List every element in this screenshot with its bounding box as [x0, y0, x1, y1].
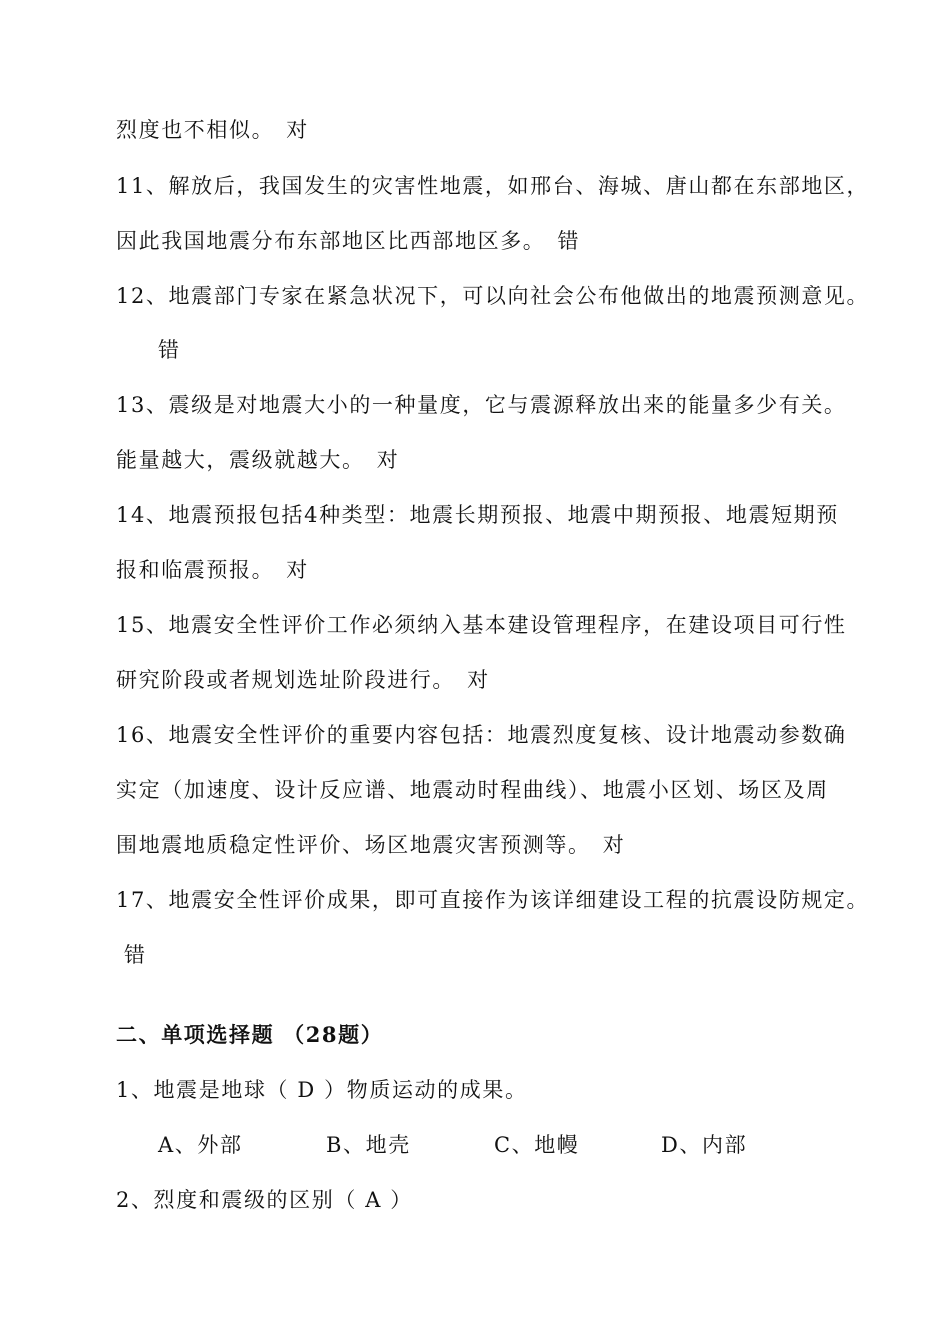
option-b: B、地壳 — [326, 1133, 411, 1157]
question-15: 15、地震安全性评价工作必须纳入基本建设管理程序，在建设项目可行性 — [116, 613, 847, 637]
answer-17: 错 — [124, 943, 147, 967]
answer-12: 错 — [158, 338, 181, 362]
question-2: 2、烈度和震级的区别（ A ） — [116, 1188, 413, 1212]
text-line: 研究阶段或者规划选址阶段进行。 对 — [116, 668, 490, 692]
text-line: 围地震地质稳定性评价、场区地震灾害预测等。 对 — [116, 833, 626, 857]
question-16: 16、地震安全性评价的重要内容包括：地震烈度复核、设计地震动参数确 — [116, 723, 847, 747]
question-12: 12、地震部门专家在紧急状况下，可以向社会公布他做出的地震预测意见。 — [116, 284, 870, 308]
text-line: 实定（加速度、设计反应谱、地震动时程曲线）、地震小区划、场区及周 — [116, 778, 829, 802]
question-11: 11、解放后，我国发生的灾害性地震，如邢台、海城、唐山都在东部地区， — [116, 174, 870, 198]
option-a: A、外部 — [158, 1133, 243, 1157]
option-c: C、地幔 — [494, 1133, 580, 1157]
text-line: 能量越大，震级就越大。 对 — [116, 448, 400, 472]
question-13: 13、震级是对地震大小的一种量度，它与震源释放出来的能量多少有关。 — [116, 393, 847, 417]
option-d: D、内部 — [661, 1133, 748, 1157]
question-17: 17、地震安全性评价成果，即可直接作为该详细建设工程的抗震设防规定。 — [116, 888, 870, 912]
text-line: 烈度也不相似。 对 — [116, 118, 309, 142]
text-line: 因此我国地震分布东部地区比西部地区多。 错 — [116, 229, 581, 253]
question-1: 1、地震是地球（ D ）物质运动的成果。 — [116, 1078, 528, 1102]
question-14: 14、地震预报包括4种类型：地震长期预报、地震中期预报、地震短期预 — [116, 503, 839, 527]
section-title: 二、单项选择题 （28题） — [116, 1022, 384, 1047]
text-line: 报和临震预报。 对 — [116, 558, 309, 582]
